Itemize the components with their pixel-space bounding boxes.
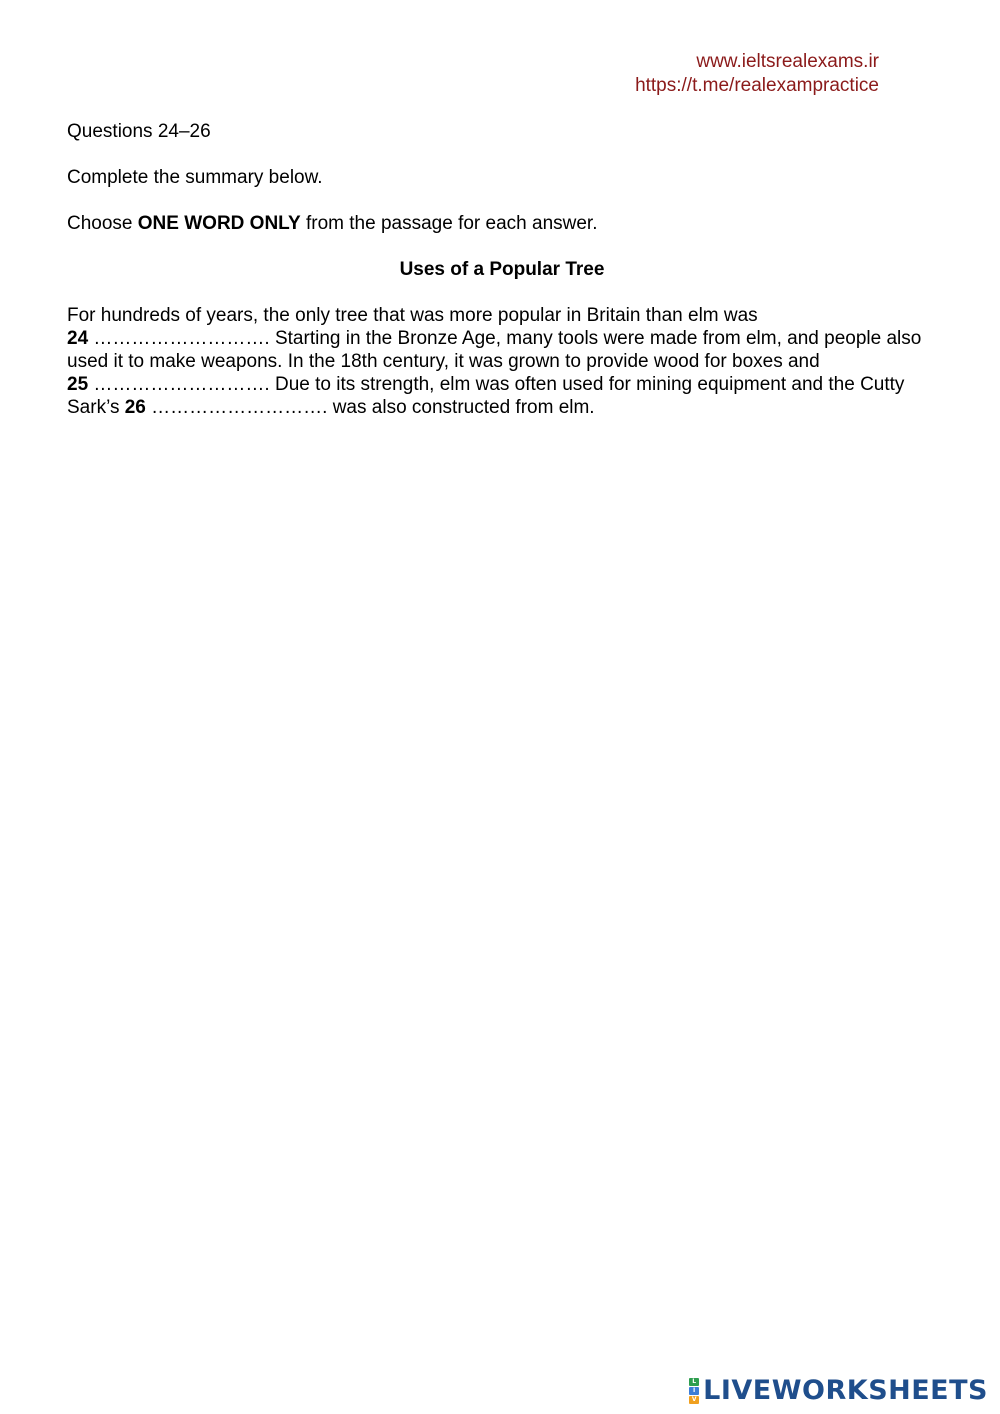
liveworksheets-logo [689,1375,988,1406]
instruction-choose-bold: ONE WORD ONLY [137,213,301,234]
liveworksheets-logo-icon [689,1378,699,1404]
logo-text: LIVEWORKSHEETS [703,1375,988,1406]
instruction-complete: Complete the summary below. [67,167,323,188]
instruction-choose-suffix: from the passage for each answer. [300,213,598,234]
instruction-choose-prefix: Choose [67,213,138,234]
summary-title: Uses of a Popular Tree [399,259,605,280]
logo-mark-i: I [689,1387,699,1395]
header-links [635,50,879,98]
questions-heading: Questions 24–26 [67,121,211,142]
logo-mark-v: V [689,1396,699,1404]
summary-text-3: ………………………. Due to its strength, elm was often used for mining equipment and the Cutty Sark’s [67,374,905,418]
question-25-number: 25 [67,374,89,395]
question-24-number: 24 [67,328,89,349]
instruction-choose [67,212,937,235]
summary-text-2: ………………………. Starting in the Bronze Age, many tools were made from elm, and people also used it to make weapons. In the 18th century, it was grown to provide wood for boxes and [67,328,922,372]
summary-paragraph [67,304,937,419]
logo-mark-l: L [689,1378,699,1386]
worksheet-content [67,120,937,419]
summary-text-4: ………………………. was also constructed from elm. [145,397,595,418]
website-link[interactable]: www.ieltsrealexams.ir [696,51,879,72]
telegram-link[interactable]: https://t.me/realexampractice [635,75,879,96]
summary-text-1: For hundreds of years, the only tree that was more popular in Britain than elm was [67,305,758,326]
question-26-number: 26 [124,397,146,418]
